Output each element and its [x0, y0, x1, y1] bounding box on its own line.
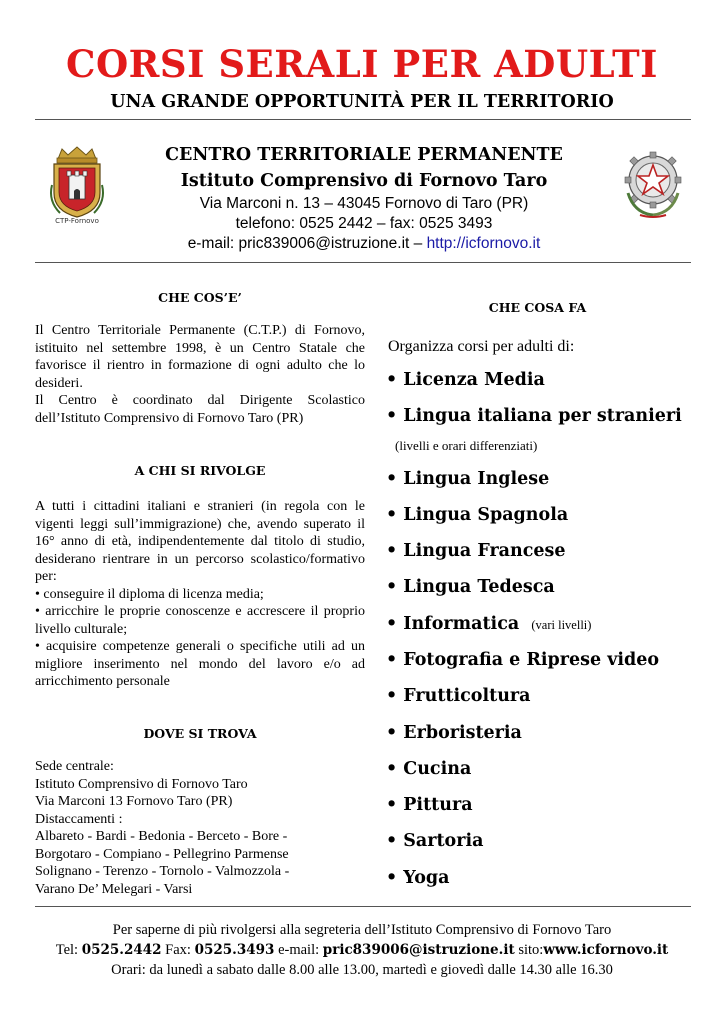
where-line: Sede centrale: [35, 759, 114, 774]
course-item: • Cucina [386, 759, 472, 779]
course-note: (vari livelli) [531, 618, 592, 632]
contact-line [130, 235, 598, 253]
site-label: sito: [514, 942, 544, 958]
page-title: CORSI SERALI PER ADULTI [66, 42, 658, 86]
divider [35, 262, 691, 263]
who-text [35, 498, 365, 691]
page-subtitle: UNA GRANDE OPPORTUNITÀ PER IL TERRITORIO [110, 92, 614, 112]
institute-name: Istituto Comprensivo di Fornovo Taro [180, 171, 548, 191]
italian-republic-emblem-icon [618, 145, 688, 220]
who-bullet: • acquisire competenze generali o specifiche utili ad un migliore inserimento nel mondo del lavoro e/o ad arricchimento personale [35, 639, 365, 689]
course-item: • Lingua italiana per stranieri [386, 406, 682, 426]
what-paragraph-2: Il Centro è coordinato dal Dirigente Scolastico dell’Istituto Comprensivo di Fornovo Taro (PR) [35, 393, 365, 426]
fax-label: Fax: [161, 942, 195, 958]
who-paragraph: A tutti i cittadini italiani e stranieri (in regola con le vigenti leggi sull’immigrazione) che, avendo superato il 16° anno di età, indipendentemente dal titolo di studio, desiderano rientrare in un percorso scolastico/formativo per: [35, 499, 365, 584]
footer-info: Per saperne di più rivolgersi alla segreteria dell’Istituto Comprensivo di Fornovo Taro [112, 922, 612, 938]
course-item: • Lingua Francese [386, 541, 566, 561]
who-bullet: • arricchire le proprie conoscenze e accrescere il proprio livello culturale; [35, 604, 365, 637]
footer-phone: 0525.2442 [81, 942, 162, 958]
email-text: e-mail: pric839006@istruzione.it – [187, 235, 427, 252]
where-line: Istituto Comprensivo di Fornovo Taro [35, 776, 248, 792]
who-bullet: • conseguire il diploma di licenza media; [35, 586, 264, 602]
course-item: • Pittura [386, 795, 473, 815]
divider [35, 119, 691, 120]
where-line: Albareto - Bardi - Bedonia - Berceto - Bore - [35, 829, 288, 844]
footer-fax: 0525.3493 [194, 942, 275, 958]
footer-website[interactable]: www.icfornovo.it [543, 942, 669, 958]
email-label: e-mail: [274, 942, 323, 958]
course-item: • Sartoria [386, 831, 484, 851]
where-line: Distaccamenti : [35, 811, 123, 827]
where-line: Via Marconi 13 Fornovo Taro (PR) [35, 794, 233, 809]
course-item: • Lingua Inglese [386, 469, 550, 489]
course-item: • Frutticoltura [386, 686, 531, 706]
course-note: (livelli e orari differenziati) [395, 438, 538, 453]
course-item: • Fotografia e Riprese video [386, 650, 660, 670]
course-item: • Yoga [386, 868, 450, 888]
course-label: • Informatica [386, 614, 520, 634]
section-heading-offer: CHE COSA FA [488, 300, 587, 315]
footer-hours: Orari: da lunedì a sabato dalle 8.00 alle 13.00, martedì e giovedì dalle 14.30 alle 16.30 [111, 962, 613, 978]
where-text [35, 758, 365, 898]
ctp-crest-logo [46, 145, 108, 225]
center-name: CENTRO TERRITORIALE PERMANENTE [165, 145, 563, 165]
course-item-informatica [386, 614, 591, 634]
course-item: • Lingua Spagnola [386, 505, 569, 525]
course-item: • Erboristeria [386, 723, 522, 743]
where-line: Solignano - Terenzo - Tornolo - Valmozzola - [35, 864, 290, 879]
address: Via Marconi n. 13 – 43045 Fornovo di Taro (PR) [199, 195, 529, 212]
section-heading-who: A CHI SI RIVOLGE [134, 463, 266, 478]
divider [35, 906, 691, 907]
footer-contacts [0, 942, 724, 959]
course-item: • Licenza Media [386, 370, 545, 390]
course-item: • Lingua Tedesca [386, 577, 555, 597]
phone-fax: telefono: 0525 2442 – fax: 0525 3493 [235, 215, 493, 232]
section-heading-what: CHE COS’E’ [158, 290, 242, 305]
website-link[interactable]: http://icfornovo.it [426, 235, 541, 252]
section-heading-where: DOVE SI TROVA [143, 726, 257, 741]
what-paragraph-1: Il Centro Territoriale Permanente (C.T.P.) di Fornovo, istituito nel settembre 1998, è un Centro Statale che favorisce il rientro in formazione di ogni adulto che lo desideri. [35, 323, 365, 391]
tel-label: Tel: [55, 942, 82, 958]
footer-email[interactable]: pric839006@istruzione.it [322, 942, 515, 958]
where-line: Borgotaro - Compiano - Pellegrino Parmense [35, 846, 289, 862]
what-text [35, 322, 365, 427]
offer-intro: Organizza corsi per adulti di: [388, 338, 575, 355]
where-line: Varano De’ Melegari - Varsi [35, 881, 193, 897]
logo-caption: CTP-Fornovo [55, 217, 99, 225]
